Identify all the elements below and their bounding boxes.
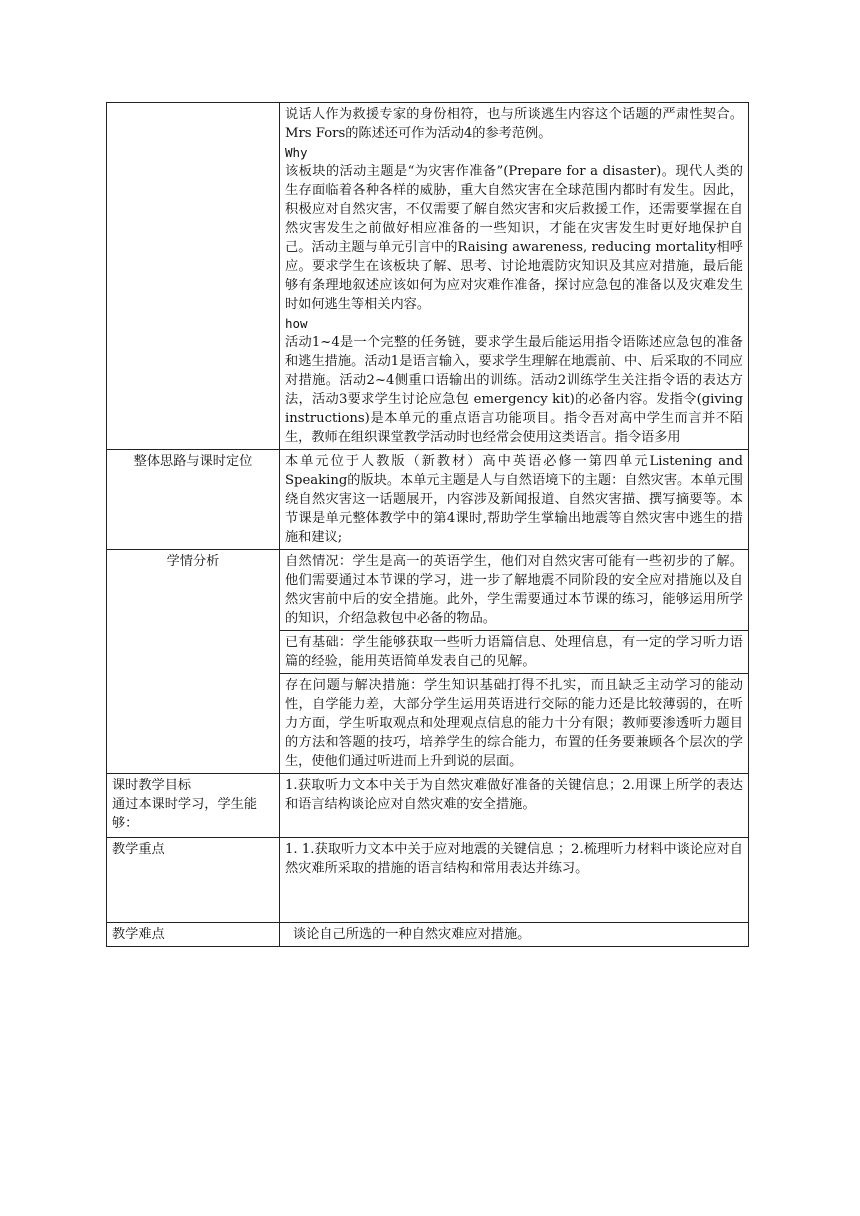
- difficulties-text: 谈论自己所选的一种自然灾难应对措施。: [293, 927, 531, 942]
- key-points-content: [280, 838, 749, 923]
- difficulties-label: 教学难点: [107, 923, 280, 947]
- empty-label-cell: [107, 103, 280, 450]
- continuation-cell: [280, 103, 749, 450]
- overview-content: [280, 450, 749, 550]
- table-row-difficulties: [107, 923, 749, 947]
- lesson-plan-table: [106, 102, 749, 947]
- difficulties-content: [280, 923, 749, 947]
- analysis-problems: [280, 674, 749, 774]
- table-row-continuation: [107, 103, 749, 450]
- continuation-paragraph-1: 说话人作为救援专家的身份相符，也与所谈逃生内容这个话题的严肃性契合。Mrs Fors的陈述还可作为活动4的参考范例。: [285, 107, 743, 141]
- objectives-label-line1: 课时教学目标: [112, 778, 192, 793]
- table-row-overview: [107, 450, 749, 550]
- objectives-text: 1.获取听力文本中关于为自然灾难做好准备的关键信息；2.用课上所学的表达和语言结构谈论应对自然灾难的安全措施。: [285, 778, 743, 812]
- analysis-label: 学情分析: [107, 550, 280, 774]
- analysis-natural-text: 自然情况：学生是高一的英语学生，他们对自然灾害可能有一些初步的了解。他们需要通过本节课的学习，进一步了解地震不同阶段的安全应对措施以及自然灾害前中后的安全措施。此外，学生需要通过本节课的练习，能够运用所学的知识，介绍急救包中必备的物品。: [285, 554, 743, 626]
- analysis-basis: [280, 631, 749, 674]
- analysis-problems-text: 存在问题与解决措施：学生知识基础打得不扎实，而且缺乏主动学习的能动性，自学能力差，大部分学生运用英语进行交际的能力还是比较薄弱的，在听力方面，学生听取观点和处理观点信息的能力十分有限；教师要渗透听力题目的方法和答题的技巧，培养学生的综合能力，布置的任务要兼顾各个层次的学生，使他们通过听进而上升到说的层面。: [285, 678, 743, 769]
- continuation-paragraph-2: 该板块的活动主题是“为灾害作准备”(Prepare for a disaster)。现代人类的生存面临着各种各样的威胁，重大自然灾害在全球范围内都时有发生。因此，积极应对自然灾害，不仅需要了解自然灾害和灾后救援工作，还需要掌握在自然灾害发生之前做好相应准备的一些知识，才能在灾害发生时更好地保护自己。活动主题与单元引言中的Raising awareness, reducing mortality相呼应。要求学生在该板块了解、思考、讨论地震防灾知识及其应对措施，最后能够有条理地叙述应该如何为应对灾难作准备，探讨应急包的准备以及灾难发生时如何逃生等相关内容。: [285, 164, 743, 312]
- key-points-label: 教学重点: [107, 838, 280, 923]
- table-row-analysis-natural: [107, 550, 749, 631]
- objectives-label: [107, 774, 280, 838]
- why-label: Why: [285, 145, 308, 160]
- continuation-paragraph-3: 活动1~4是一个完整的任务链，要求学生最后能运用指令语陈述应急包的准备和逃生措施。活动1是语言输入，要求学生理解在地震前、中、后采取的不同应对措施。活动2~4侧重口语输出的训练。活动2训练学生关注指令语的表达方法，活动3要求学生讨论应急包 emergency kit)的必备内容。发指令(giving instructions)是本单元的重点语言功能项目。指令吾对高中学生而言并不陌生，教师在组织课堂教学活动时也经常会使用这类语言。指令语多用: [285, 335, 743, 445]
- overview-label: 整体思路与课时定位: [107, 450, 280, 550]
- table-row-objectives: [107, 774, 749, 838]
- analysis-basis-text: 已有基础：学生能够获取一些听力语篇信息、处理信息，有一定的学习听力语篇的经验，能用英语简单发表自己的见解。: [285, 635, 743, 669]
- objectives-label-line2: 通过本课时学习，学生能够：: [112, 797, 258, 831]
- objectives-content: [280, 774, 749, 838]
- table-row-key-points: [107, 838, 749, 923]
- how-label: how: [285, 316, 308, 331]
- overview-text: 本单元位于人教版（新教材）高中英语必修一第四单元Listening and Speaking的版块。本单元主题是人与自然语境下的主题：自然灾害。本单元围绕自然灾害这一话题展开，内容涉及新闻报道、自然灾害描、撰写摘要等。本节课是单元整体教学中的第4课时,帮助学生掌输出地震等自然灾害中逃生的措施和建议;: [285, 454, 743, 545]
- analysis-natural: [280, 550, 749, 631]
- key-points-text: 1. 1.获取听力文本中关于应对地震的关键信息 ；2.梳理听力材料中谈论应对自然灾难所采取的措施的语言结构和常用表达并练习。: [285, 842, 743, 876]
